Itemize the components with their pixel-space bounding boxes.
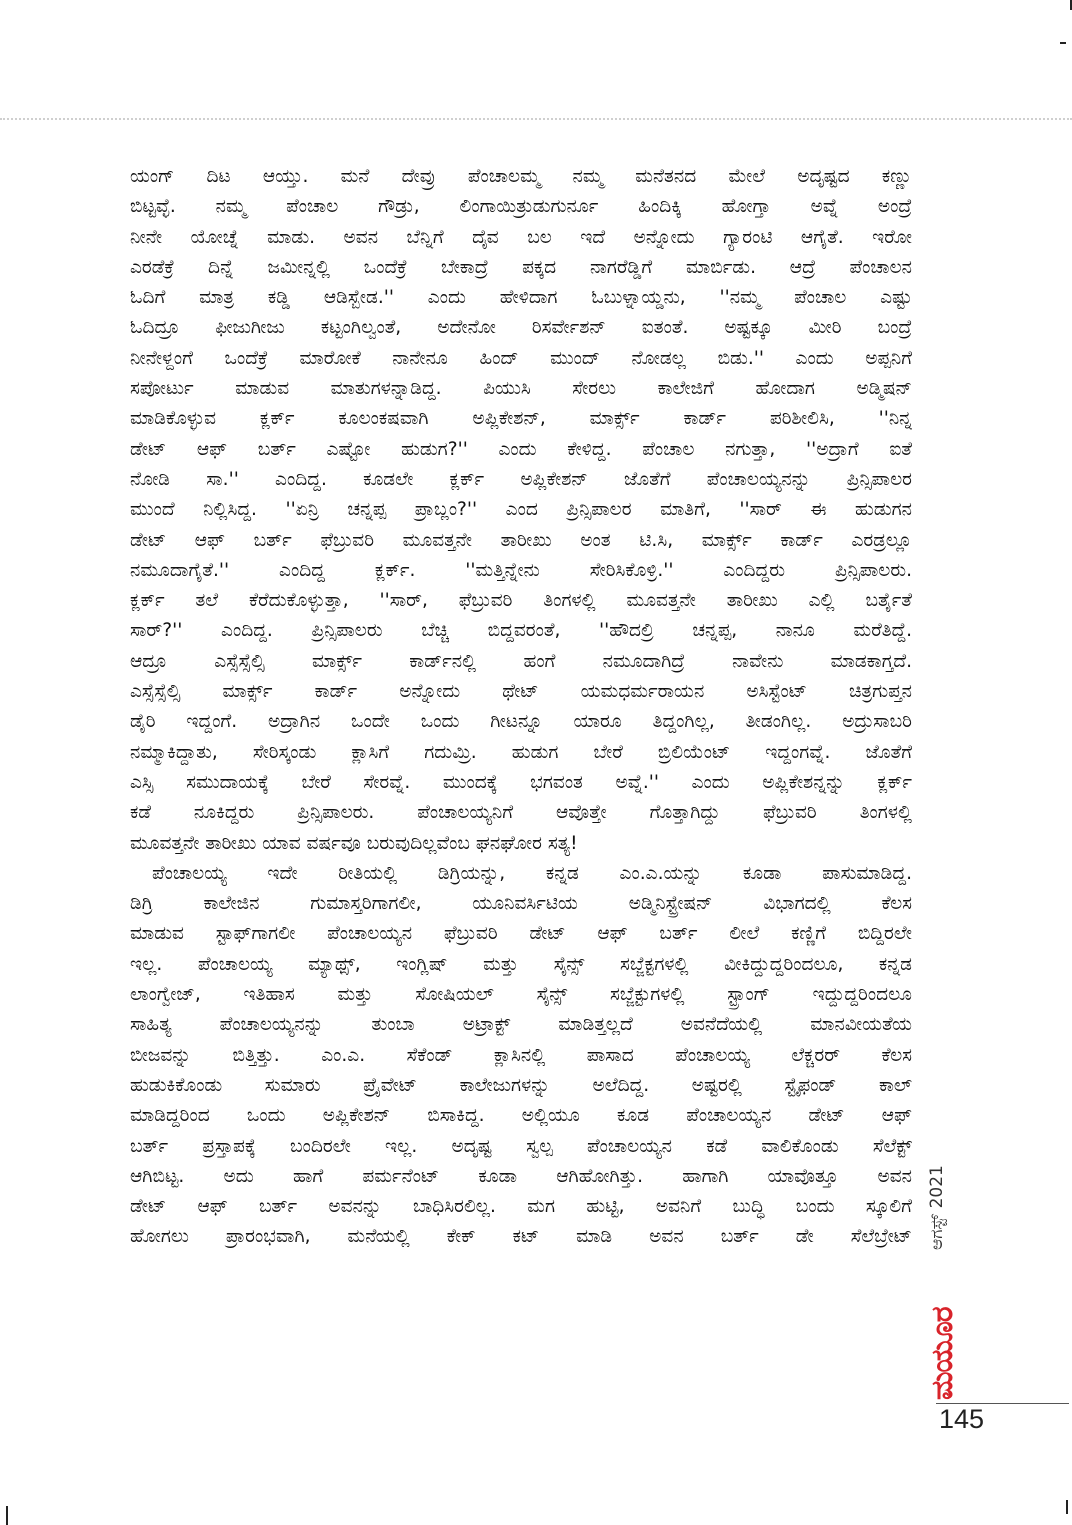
text-line: ಹುಡುಕಿಕೊಂಡು ಸುಮಾರು ಪ್ರೈವೇಟ್ ಕಾಲೇಜುಗಳನ್ನು ಅಲೆದಿದ್ದ. ಅಷ್ಟರಲ್ಲಿ ಸ್ಟೈಫಂಡ್ ಕಾಲ್: [130, 1074, 912, 1096]
text-line: ಸಾರ್?'' ಎಂದಿದ್ದ. ಪ್ರಿನ್ಸಿಪಾಲರು ಬೆಚ್ಚಿ ಬಿದ್ದವರಂತೆ, ''ಹೌದಲ್ರಿ ಚನ್ನಪ್ಪ, ನಾನೂ ಮರೆತಿದ್ದೆ.: [130, 620, 912, 642]
text-line: ನೀನೇ ಯೋಚ್ನೆ ಮಾಡು. ಅವನ ಬೆನ್ನಿಗೆ ದೈವ ಬಲ ಇದೆ ಅನ್ನೋದು ಗ್ಯಾರಂಟಿ ಆಗೈತೆ. ಇರೋ: [130, 226, 912, 248]
text-line: ಡೇಟ್ ಆಫ್ ಬರ್ತ್ ಅವನನ್ನು ಬಾಧಿಸಿರಲಿಲ್ಲ. ಮಗ ಹುಟ್ಟಿ, ಅವನಿಗೆ ಬುದ್ಧಿ ಬಂದು ಸ್ಕೂಲಿಗೆ: [130, 1196, 912, 1218]
crop-mark-top-right-dash: [1060, 42, 1066, 44]
text-line: ನಮೂದಾಗೈತೆ.'' ಎಂದಿದ್ದ ಕ್ಲರ್ಕ್. ''ಮತ್ತಿನ್ನೇನು ಸೇರಿಸಿಕೊಳ್ರಿ.'' ಎಂದಿದ್ದರು ಪ್ರಿನ್ಸಿಪಾಲರು.: [130, 559, 912, 581]
text-line: ಎಸ್ಸಿ ಸಮುದಾಯಕ್ಕೆ ಬೇರೆ ಸೇರವ್ನೆ. ಮುಂದಕ್ಕೆ ಭಗವಂತ ಅವ್ನೆ.'' ಎಂದು ಅಪ್ಲಿಕೇಶನ್ನನ್ನು ಕ್ಲರ್ಕ್: [130, 771, 912, 793]
text-line: ಎಸ್ಸೆಸ್ಸೆಲ್ಸಿ ಮಾರ್ಕ್ಸ್ ಕಾರ್ಡ್ ಅನ್ನೋದು ಥೇಟ್ ಯಮಧರ್ಮರಾಯನ ಅಸಿಸ್ಟೆಂಟ್ ಚಿತ್ರಗುಪ್ತನ: [130, 681, 912, 703]
text-line: ಡೇಟ್ ಆಫ್ ಬರ್ತ್ ಫೆಬ್ರುವರಿ ಮೂವತ್ತನೇ ತಾರೀಖು ಅಂತ ಟಿ.ಸಿ, ಮಾರ್ಕ್ಸ್ ಕಾರ್ಡ್ ಎರಡ್ರಲ್ಲೂ: [130, 529, 912, 551]
text-line: ಕಡೆ ನೂಕಿದ್ದರು ಪ್ರಿನ್ಸಿಪಾಲರು. ಪೆಂಚಾಲಯ್ಯನಿಗೆ ಆವೊತ್ತೇ ಗೊತ್ತಾಗಿದ್ದು ಫೆಬ್ರುವರಿ ತಿಂಗಳಲ್ಲಿ: [130, 802, 912, 824]
text-line: ಡೇಟ್ ಆಫ್ ಬರ್ತ್ ಎಷ್ಟೋ ಹುಡುಗ?'' ಎಂದು ಕೇಳಿದ್ದ. ಪೆಂಚಾಲ ನಗುತ್ತಾ, ''ಅದ್ರಾಗೆ ಐತೆ: [130, 438, 912, 460]
crop-mark-bottom-left: [6, 1506, 8, 1525]
text-line: ಲಾಂಗ್ವೇಜ್, ಇತಿಹಾಸ ಮತ್ತು ಸೋಷಿಯಲ್ ಸೈನ್ಸ್ ಸಬ್ಜೆಕ್ಟುಗಳಲ್ಲಿ ಸ್ಟ್ರಾಂಗ್ ಇದ್ದುದ್ದರಿಂದಲೂ: [130, 984, 912, 1006]
text-line: ಓದಿಗೆ ಮಾತ್ರ ಕಡ್ಡಿ ಆಡಿಸ್ಬೇಡ.'' ಎಂದು ಹೇಳಿದಾಗ ಓಬುಳ್ನಾಯ್ಡನು, ''ನಮ್ಮ ಪೆಂಚಾಲ ಎಷ್ಟು: [130, 287, 912, 309]
text-line: ಪೆಂಚಾಲಯ್ಯ ಇದೇ ರೀತಿಯಲ್ಲಿ ಡಿಗ್ರಿಯನ್ನು, ಕನ್ನಡ ಎಂ.ಎ.ಯನ್ನು ಕೂಡಾ ಪಾಸುಮಾಡಿದ್ದ.: [152, 862, 912, 884]
text-line: ಸಪೋರ್ಟು ಮಾಡುವ ಮಾತುಗಳನ್ನಾಡಿದ್ದ. ಪಿಯುಸಿ ಸೇರಲು ಕಾಲೇಜಿಗೆ ಹೋದಾಗ ಅಡ್ಮಿಷನ್: [130, 378, 912, 400]
issue-date: ಆಗಸ್ಟ್ 2021: [927, 1165, 947, 1250]
text-line: ಓದಿದ್ರೂ ಫೀಜುಗೀಜು ಕಟ್ಟಂಗಿಲ್ವಂತೆ, ಅದೇನೋ ರಿಸರ್ವೇಶನ್ ಐತಂತೆ. ಅಷ್ಟಕ್ಕೂ ಮೀರಿ ಬಂದ್ರೆ: [130, 317, 912, 339]
text-line: ಸಾಹಿತ್ಯ ಪೆಂಚಾಲಯ್ಯನನ್ನು ತುಂಬಾ ಅಟ್ರಾಕ್ಟ್ ಮಾಡಿತ್ತಲ್ಲದೆ ಅವನೆದೆಯಲ್ಲಿ ಮಾನವೀಯತೆಯ: [130, 1014, 912, 1036]
text-line: ಮಾಡಿಕೊಳ್ಳುವ ಕ್ಲರ್ಕ್ ಕೂಲಂಕಷವಾಗಿ ಅಪ್ಲಿಕೇಶನ್, ಮಾರ್ಕ್ಸ್ ಕಾರ್ಡ್ ಪರಿಶೀಲಿಸಿ, ''ನಿನ್ನ: [130, 408, 912, 430]
text-line: ಎರಡೆಕ್ರೆ ದಿನ್ನೆ ಜಮೀನ್ನಲ್ಲಿ ಒಂದೆಕ್ರೆ ಬೇಕಾದ್ರೆ ಪಕ್ಕದ ನಾಗರೆಡ್ಡಿಗೆ ಮಾರ್ಬಿಡು. ಆದ್ರೆ ಪೆಂಚಾಲನ: [130, 256, 912, 278]
text-line: ಮಾಡುವ ಸ್ಟಾಫ್‌ಗಾಗಲೀ ಪೆಂಚಾಲಯ್ಯನ ಫೆಬ್ರುವರಿ ಡೇಟ್ ಆಫ್ ಬರ್ತ್ ಲೀಲೆ ಕಣ್ಣಿಗೆ ಬಿದ್ದಿರಲೇ: [130, 923, 912, 945]
text-line: ನಮ್ಮಾಕಿದ್ದಾತು, ಸೇರಿಸ್ಕಂಡು ಕ್ಲಾಸಿಗೆ ಗದುಮ್ರಿ. ಹುಡುಗ ಬೇರೆ ಬ್ರಿಲಿಯೆಂಟ್ ಇದ್ದಂಗವ್ನೆ. ಜೊತೆಗೆ: [130, 741, 912, 763]
sidebar-masthead: [925, 1080, 975, 1400]
article-body: [130, 162, 912, 1253]
header-dotted-rule: [0, 118, 1072, 120]
text-line: ಯಂಗ್ ದಿಟ ಆಯ್ತು. ಮನೆ ದೇವ್ರು ಪೆಂಚಾಲಮ್ಮ ನಮ್ಮ ಮನೆತನದ ಮೇಲೆ ಅದೃಷ್ಟದ ಕಣ್ಣು: [130, 166, 912, 187]
text-line: ಆಗಿಬಿಟ್ಟ. ಅದು ಹಾಗೆ ಪರ್ಮನೆಂಟ್ ಕೂಡಾ ಆಗಿಹೋಗಿತ್ತು. ಹಾಗಾಗಿ ಯಾವೊತ್ತೂ ಅವನ: [130, 1165, 912, 1187]
text-line: ಹೋಗಲು ಪ್ರಾರಂಭವಾಗಿ, ಮನೆಯಲ್ಲಿ ಕೇಕ್ ಕಟ್ ಮಾಡಿ ಅವನ ಬರ್ತ್ ಡೇ ಸೆಲೆಬ್ರೇಟ್: [130, 1226, 912, 1248]
text-line: ಬೀಜವನ್ನು ಬಿತ್ತಿತ್ತು. ಎಂ.ಎ. ಸೆಕೆಂಡ್ ಕ್ಲಾಸಿನಲ್ಲಿ ಪಾಸಾದ ಪೆಂಚಾಲಯ್ಯ ಲೆಕ್ಚರರ್ ಕೆಲಸ: [130, 1044, 912, 1066]
text-line: ಡೈರಿ ಇದ್ದಂಗೆ. ಅದ್ರಾಗಿನ ಒಂದೇ ಒಂದು ಗೀಟನ್ನೂ ಯಾರೂ ತಿದ್ದಂಗಿಲ್ಲ, ತೀಡಂಗಿಲ್ಲ. ಅದ್ರುಸಾಬರಿ: [130, 711, 912, 733]
text-line: ಡಿಗ್ರಿ ಕಾಲೇಜಿನ ಗುಮಾಸ್ತರಿಗಾಗಲೀ, ಯೂನಿವರ್ಸಿಟಿಯ ಅಡ್ಮಿನಿಸ್ಟ್ರೇಷನ್ ವಿಭಾಗದಲ್ಲಿ ಕೆಲಸ: [130, 893, 912, 915]
page-number: 145: [939, 1404, 985, 1434]
text-line: ಬಿಟ್ಟವ್ಳೆ. ನಮ್ಮ ಪೆಂಚಾಲ ಗೌಡ್ರು, ಲಿಂಗಾಯಿತ್ರುಡುಗುರ್ನೂ ಹಿಂದಿಕ್ಕಿ ಹೋಗ್ತಾ ಅವ್ನೆ ಅಂದ್ರೆ: [130, 196, 912, 218]
text-line: ಮಾಡಿದ್ದರಿಂದ ಒಂದು ಅಪ್ಲಿಕೇಶನ್ ಬಿಸಾಕಿದ್ದ. ಅಲ್ಲಿಯೂ ಕೂಡ ಪೆಂಚಾಲಯ್ಯನ ಡೇಟ್ ಆಫ್: [130, 1105, 912, 1127]
text-line: ನೀನೇಳ್ದಂಗೆ ಒಂದೆಕ್ರೆ ಮಾರೋಕೆ ನಾನೇನೂ ಹಿಂದ್ ಮುಂದ್ ನೋಡಲ್ಲ ಬಿಡು.'' ಎಂದು ಅಪ್ಪನಿಗೆ: [130, 347, 912, 369]
text-line: ನೋಡಿ ಸಾ.'' ಎಂದಿದ್ದ. ಕೂಡಲೇ ಕ್ಲರ್ಕ್ ಅಪ್ಲಿಕೇಶನ್ ಜೊತೆಗೆ ಪೆಂಚಾಲಯ್ಯನನ್ನು ಪ್ರಿನ್ಸಿಪಾಲರ: [130, 468, 912, 490]
text-line: ಆದ್ರೂ ಎಸ್ಸೆಸ್ಸೆಲ್ಸಿ ಮಾರ್ಕ್ಸ್ ಕಾರ್ಡ್‌ನಲ್ಲಿ ಹಂಗೆ ನಮೂದಾಗಿದ್ರೆ ನಾವೇನು ಮಾಡಕಾಗ್ತದೆ.: [130, 650, 912, 672]
text-line: ಬರ್ತ್ ಪ್ರಸ್ತಾಪಕ್ಕೆ ಬಂದಿರಲೇ ಇಲ್ಲ. ಅದೃಷ್ಟ ಸ್ವಲ್ಪ ಪೆಂಚಾಲಯ್ಯನ ಕಡೆ ವಾಲಿಕೊಂಡು ಸೆಲೆಕ್ಟ್: [130, 1135, 912, 1157]
magazine-logo: ಮಯೂರ: [925, 1307, 960, 1400]
text-line: ಇಲ್ಲ. ಪೆಂಚಾಲಯ್ಯ ಮ್ಯಾಥ್ಸ್, ಇಂಗ್ಲಿಷ್ ಮತ್ತು ಸೈನ್ಸ್ ಸಬ್ಜೆಕ್ಟಗಳಲ್ಲಿ ವೀಕಿದ್ದುದ್ದರಿಂದಲೂ, ಕನ್ನಡ: [130, 953, 912, 975]
text-line: ಮೂವತ್ತನೇ ತಾರೀಖು ಯಾವ ವರ್ಷವೂ ಬರುವುದಿಲ್ಲವೆಂಬ ಘನಘೋರ ಸತ್ಯ!: [130, 832, 578, 854]
text-line: ಮುಂದೆ ನಿಲ್ಲಿಸಿದ್ದ. ''ಏನ್ರಿ ಚನ್ನಪ್ಪ ಪ್ರಾಬ್ಲಂ?'' ಎಂದ ಪ್ರಿನ್ಸಿಪಾಲರ ಮಾತಿಗೆ, ''ಸಾರ್ ಈ ಹುಡುಗನ: [130, 499, 912, 521]
text-line: ಕ್ಲರ್ಕ್ ತಲೆ ಕೆರೆದುಕೊಳ್ಳುತ್ತಾ, ''ಸಾರ್, ಫೆಬ್ರುವರಿ ತಿಂಗಳಲ್ಲಿ ಮೂವತ್ತನೇ ತಾರೀಖು ಎಲ್ಲಿ ಬರ್ತೈತೆ: [130, 590, 912, 612]
crop-mark-bottom-right: [1066, 1500, 1068, 1514]
